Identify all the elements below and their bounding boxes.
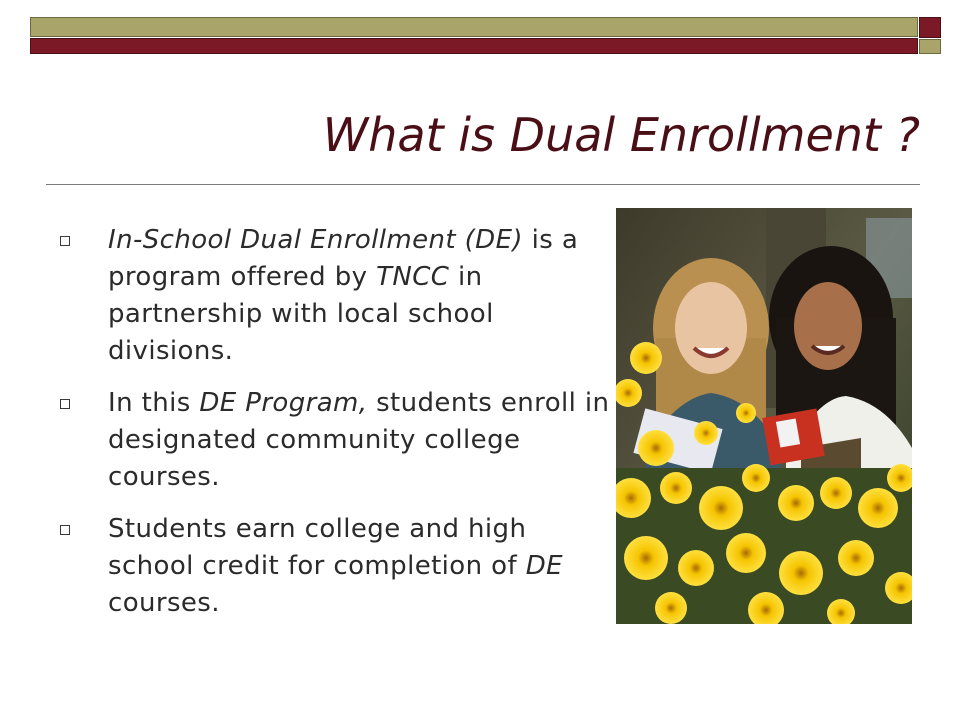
bullet-list bbox=[56, 222, 616, 637]
bullet-item-2 bbox=[56, 385, 616, 496]
header-bar-olive bbox=[30, 17, 918, 37]
square-bullet-icon bbox=[60, 399, 70, 409]
text-run: is a program offered by bbox=[108, 225, 579, 292]
text-run: In this bbox=[108, 388, 200, 418]
bullet-text bbox=[108, 514, 563, 618]
bullet-item-1 bbox=[56, 222, 616, 370]
square-bullet-icon bbox=[60, 236, 70, 246]
text-run: in partnership with local school divisions. bbox=[108, 262, 494, 366]
bullet-item-3 bbox=[56, 511, 616, 622]
square-bullet-icon bbox=[60, 525, 70, 535]
text-run: students enroll in designated community college courses. bbox=[108, 388, 610, 492]
text-run: Students earn college and high school credit for completion of bbox=[108, 514, 527, 581]
header-square-maroon bbox=[919, 17, 941, 38]
students-photo-illustration bbox=[616, 208, 912, 624]
header-bar-maroon bbox=[30, 38, 918, 54]
italic-text-run: DE Program, bbox=[199, 388, 368, 418]
title-divider bbox=[46, 184, 920, 185]
bullet-text bbox=[108, 388, 609, 492]
bullet-text bbox=[108, 225, 578, 366]
text-run: courses. bbox=[108, 588, 220, 618]
header-square-olive bbox=[919, 39, 941, 54]
italic-text-run: DE bbox=[525, 551, 563, 581]
italic-text-run: In-School Dual Enrollment (DE) bbox=[108, 225, 523, 255]
italic-text-run: TNCC bbox=[376, 262, 450, 292]
students-photo bbox=[616, 208, 912, 624]
slide-title: What is Dual Enrollment ? bbox=[322, 108, 920, 162]
